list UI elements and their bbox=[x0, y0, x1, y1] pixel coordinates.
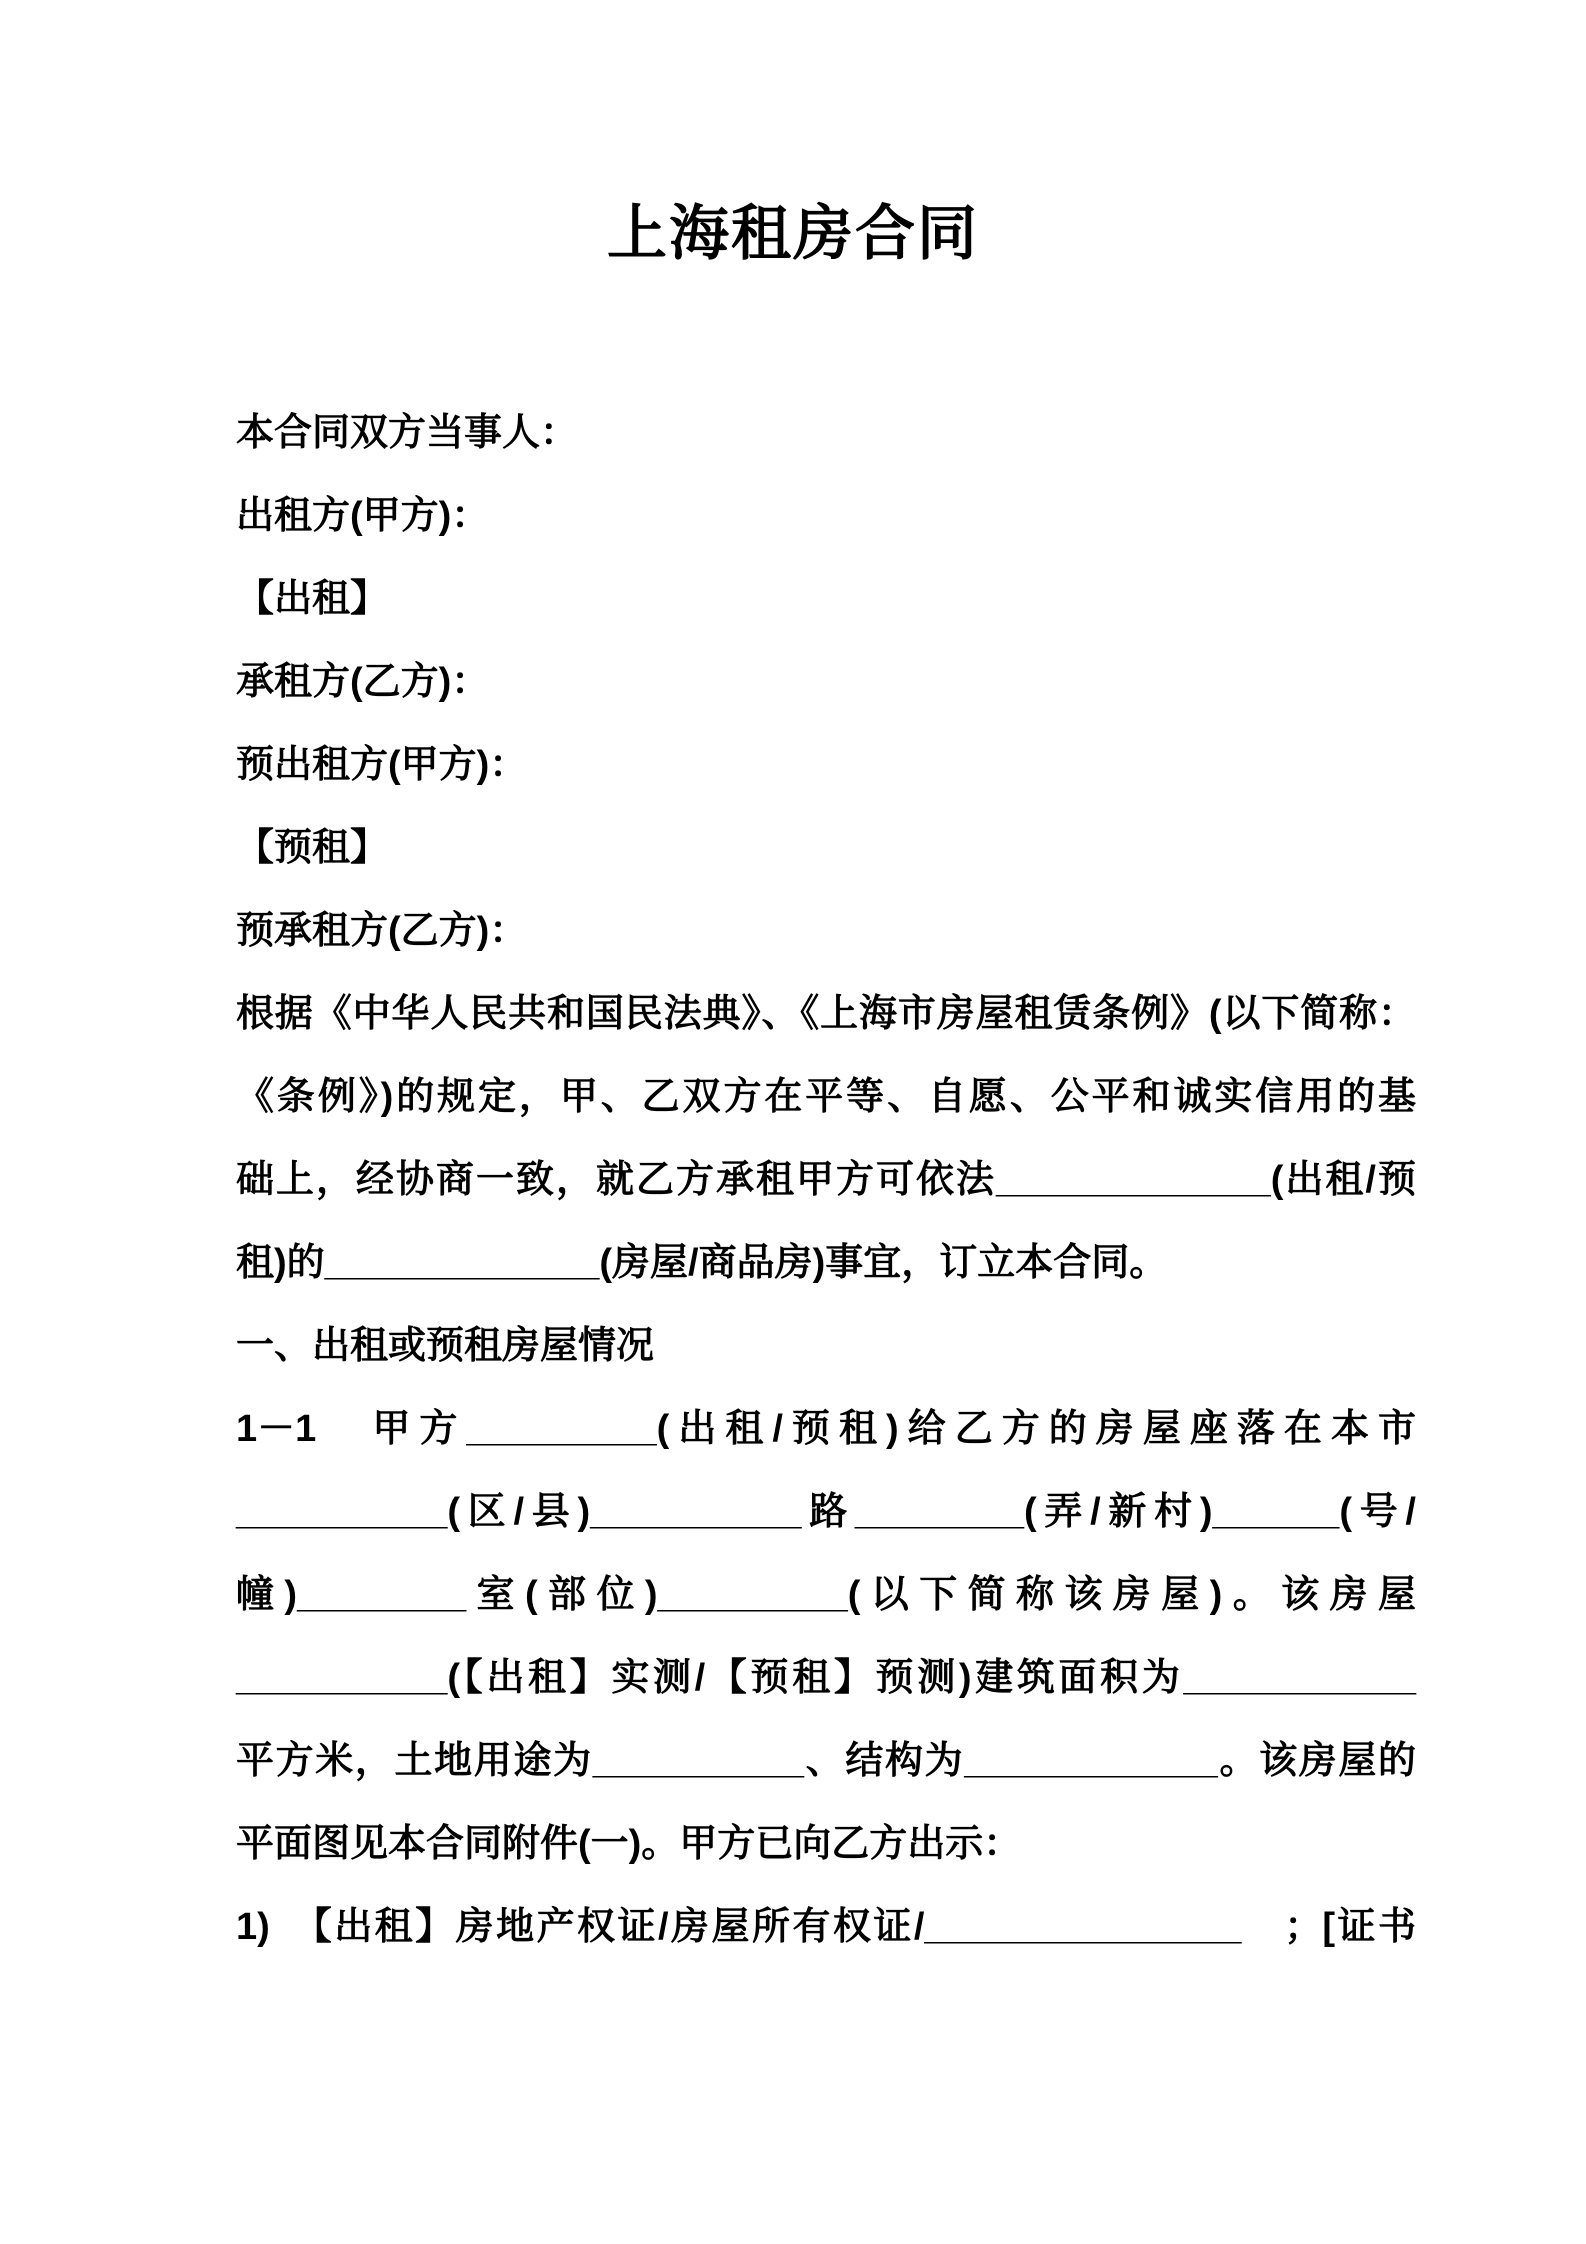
document-body bbox=[236, 392, 1416, 1969]
document-title: 上海租房合同 bbox=[607, 200, 979, 267]
contract-line: __________(区/县)__________路________(弄/新村)______(号/ bbox=[236, 1491, 1416, 1533]
contract-line: 幢)________室(部位)_________(以下简称该房屋)。该房屋 bbox=[236, 1574, 1416, 1616]
contract-line: __________(【出租】实测/【预租】预测)建筑面积为___________ bbox=[236, 1657, 1416, 1699]
contract-line: 平面图见本合同附件(一)。甲方已向乙方出示： bbox=[236, 1823, 1022, 1865]
contract-line: 本合同双方当事人： bbox=[236, 412, 579, 454]
contract-line: 1－1 甲方_________(出租/预租)给乙方的房屋座落在本市 bbox=[236, 1408, 1416, 1450]
contract-line: 租)的_____________(房屋/商品房)事宜，订立本合同。 bbox=[236, 1242, 1168, 1284]
section-heading: 一、出租或预租房屋情况 bbox=[236, 1325, 655, 1367]
contract-line: 【出租】 bbox=[236, 578, 389, 620]
contract-line: 【预租】 bbox=[236, 827, 389, 869]
contract-line: 《条例》)的规定，甲、乙双方在平等、自愿、公平和诚实信用的基 bbox=[236, 1076, 1416, 1118]
contract-line: 预出租方(甲方)： bbox=[236, 744, 528, 786]
contract-line: 出租方(甲方)： bbox=[236, 495, 490, 537]
contract-line: 平方米，土地用途为__________、结构为____________。该房屋的 bbox=[236, 1740, 1416, 1782]
contract-line: 预承租方(乙方)： bbox=[236, 910, 528, 952]
contract-line: 根据《中华人民共和国民法典》、《上海市房屋租赁条例》(以下简称： bbox=[236, 993, 1416, 1035]
contract-line: 础上，经协商一致，就乙方承租甲方可依法_____________(出租/预 bbox=[236, 1159, 1416, 1201]
contract-line: 承租方(乙方)： bbox=[236, 661, 490, 703]
contract-line: 1) 【出租】房地产权证/房屋所有权证/_______________ ；[证书 bbox=[236, 1906, 1416, 1948]
